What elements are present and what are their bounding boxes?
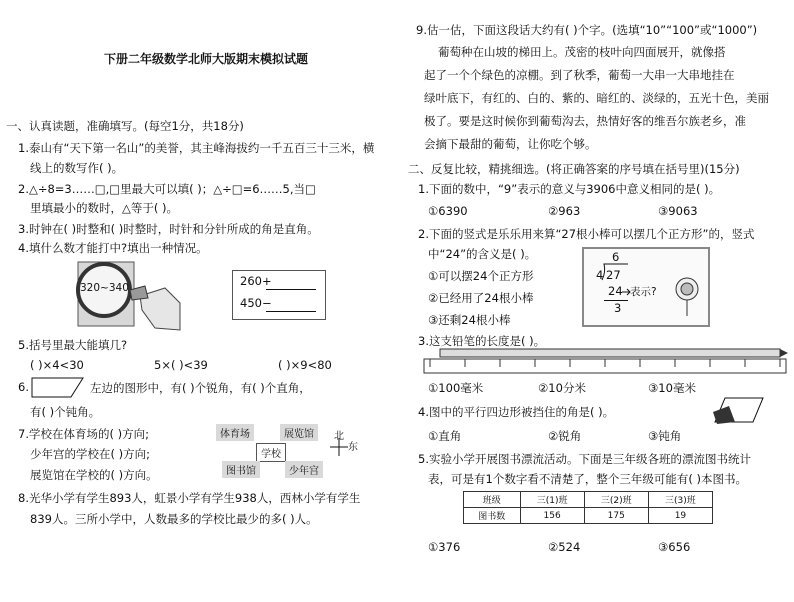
r-q5-line2: 表，可是有1个数字看不清楚了，整个三年级可能有( )本图书。 bbox=[428, 472, 747, 486]
sunflower-icon bbox=[672, 276, 702, 316]
s1-q6-line1: 左边的图形中，有( )个锐角，有( )个直角， bbox=[90, 381, 311, 395]
table-header-cell: 三(1)班 bbox=[520, 492, 584, 508]
s1-q6-num: 6. bbox=[18, 380, 29, 394]
table-header-cell: 班级 bbox=[464, 492, 521, 508]
s1-q7-line2: 少年宫的学校在( )方向; bbox=[30, 447, 151, 461]
r-q2-opt2: ②已经用了24根小棒 bbox=[428, 291, 534, 305]
pencil-ruler-illustration bbox=[420, 347, 790, 375]
div-remainder: 3 bbox=[614, 301, 622, 315]
s1-q8-line2: 839人。三所小学中，人数最多的学校比最少的多( )人。 bbox=[30, 512, 318, 526]
target-blank-1 bbox=[266, 289, 316, 290]
place-stadium: 体育场 bbox=[216, 424, 254, 441]
passage-line-5: 会摘下最甜的葡萄，让你吃个够。 bbox=[424, 137, 597, 151]
s1-q2-line1: 2.△÷8=3……□,□里最大可以填( )；△÷□=6……5,当□ bbox=[18, 182, 316, 196]
page-title: 下册二年级数学北师大版期末模拟试题 bbox=[104, 52, 309, 66]
s1-q5-item2: 5×( )<39 bbox=[154, 358, 208, 372]
division-bracket bbox=[600, 262, 630, 282]
s1-q2-line2: 里填最小的数时，△等于( )。 bbox=[30, 201, 178, 215]
table-cell: 19 bbox=[648, 508, 712, 524]
table-cell: 图书数 bbox=[464, 508, 521, 524]
r-q1-opt1: ①6390 bbox=[428, 204, 468, 218]
passage-line-4: 极了。要是这时候你到葡萄沟去，热情好客的维吾尔族老乡，准 bbox=[424, 114, 746, 128]
r-q4-opt1: ①直角 bbox=[428, 429, 462, 443]
magnifier-range: 320~340 bbox=[80, 282, 129, 294]
section1-heading: 一、认真读题，准确填写。(每空1分，共18分) bbox=[6, 119, 244, 133]
passage-line-2: 起了一个个绿色的凉棚。到了秋季，葡萄一大串一大串地挂在 bbox=[424, 68, 735, 82]
r-q1: 1.下面的数中，“9”表示的意义与3906中意义相同的是( )。 bbox=[418, 182, 721, 196]
table-cell: 156 bbox=[520, 508, 584, 524]
r-q2-opt1: ①可以摆24个正方形 bbox=[428, 269, 534, 283]
magnifier-illustration bbox=[70, 258, 185, 338]
parallelogram-shape bbox=[713, 396, 765, 424]
compass-cross-icon bbox=[330, 438, 348, 456]
section2-heading: 二、反复比较，精挑细选。(将正确答案的序号填在括号里)(15分) bbox=[408, 162, 740, 176]
s1-q1-line2: 线上的数写作( )。 bbox=[30, 161, 124, 175]
place-school: 学校 bbox=[256, 443, 286, 462]
table-header-cell: 三(3)班 bbox=[648, 492, 712, 508]
s1-q5: 5.括号里最大能填几? bbox=[18, 338, 128, 352]
table-header-cell: 三(2)班 bbox=[584, 492, 648, 508]
place-library: 图书馆 bbox=[222, 461, 260, 478]
place-youth-palace: 少年宫 bbox=[285, 461, 323, 478]
r-q2-line2: 中“24”的含义是( )。 bbox=[428, 247, 537, 261]
place-exhibition: 展览馆 bbox=[280, 424, 318, 441]
passage-line-1: 葡萄种在山坡的梯田上。茂密的枝叶向四面展开，就像搭 bbox=[438, 45, 726, 59]
s1-q5-item1: ( )×4<30 bbox=[30, 358, 84, 372]
s1-q5-item3: ( )×9<80 bbox=[278, 358, 332, 372]
table-cell: 175 bbox=[584, 508, 648, 524]
target-blank-2 bbox=[266, 311, 316, 312]
book-table bbox=[463, 491, 713, 524]
s1-q7-line1: 7.学校在体育场的( )方向; bbox=[18, 427, 149, 441]
r-q1-opt3: ③9063 bbox=[658, 204, 698, 218]
r-q3: 3.这支铅笔的长度是( )。 bbox=[418, 334, 546, 348]
target-line-2: 450− bbox=[240, 296, 272, 310]
r-q5-line1: 5.实验小学开展图书漂流活动。下面是三年级各班的漂流图书统计 bbox=[418, 452, 751, 466]
s1-q3: 3.时钟在( )时整和( )时整时，时针和分针所成的角是直角。 bbox=[18, 222, 319, 236]
target-line-1: 260+ bbox=[240, 274, 272, 288]
r-q5-opt2: ②524 bbox=[548, 540, 581, 554]
r-q3-opt2: ②10分米 bbox=[538, 381, 586, 395]
table-header-row bbox=[464, 492, 713, 508]
r-q2-opt3: ③还剩24根小棒 bbox=[428, 313, 511, 327]
compass-east: 东 bbox=[348, 442, 358, 453]
s1-q4: 4.填什么数才能打中?填出一种情况。 bbox=[18, 241, 208, 255]
compass-north: 北 bbox=[334, 431, 344, 442]
r-q1-opt2: ②963 bbox=[548, 204, 581, 218]
arrow-right-icon bbox=[622, 287, 632, 297]
s1-q8-line1: 8.光华小学有学生893人，虹景小学有学生938人，西林小学有学生 bbox=[18, 491, 361, 505]
r-q3-opt1: ①100毫米 bbox=[428, 381, 484, 395]
trapezoid-shape bbox=[31, 377, 87, 399]
r-q5-opt3: ③656 bbox=[658, 540, 691, 554]
r-q5-opt1: ①376 bbox=[428, 540, 461, 554]
r-q4: 4.图中的平行四边形被挡住的角是( )。 bbox=[418, 405, 615, 419]
table-row bbox=[464, 508, 713, 524]
div-product: 24 bbox=[608, 284, 623, 298]
r-q4-opt2: ②锐角 bbox=[548, 429, 582, 443]
r-q4-opt3: ③钝角 bbox=[648, 429, 682, 443]
div-quotient: 6 bbox=[612, 250, 620, 264]
s1-q1-line1: 1.泰山有“天下第一名山”的美誉，其主峰海拔约一千五百三十三米，横 bbox=[18, 141, 375, 155]
r-q9: 9.估一估，下面这段话大约有( )个字。(选填“10”“100”或“1000”) bbox=[416, 23, 758, 37]
r-q3-opt3: ③10毫米 bbox=[648, 381, 696, 395]
passage-line-3: 绿叶底下，有红的、白的、紫的、暗红的、淡绿的，五光十色，美丽 bbox=[424, 91, 769, 105]
s1-q7-line3: 展览馆在学校的( )方向。 bbox=[30, 468, 158, 482]
div-question: 表示? bbox=[630, 286, 657, 298]
s1-q6-line2: 有( )个钝角。 bbox=[30, 405, 101, 419]
r-q2-line1: 2.下面的竖式是乐乐用来算“27根小棒可以摆几个正方形”的，竖式 bbox=[418, 227, 755, 241]
div-divisor: 4 bbox=[596, 268, 604, 282]
div-dividend: 27 bbox=[606, 268, 621, 282]
